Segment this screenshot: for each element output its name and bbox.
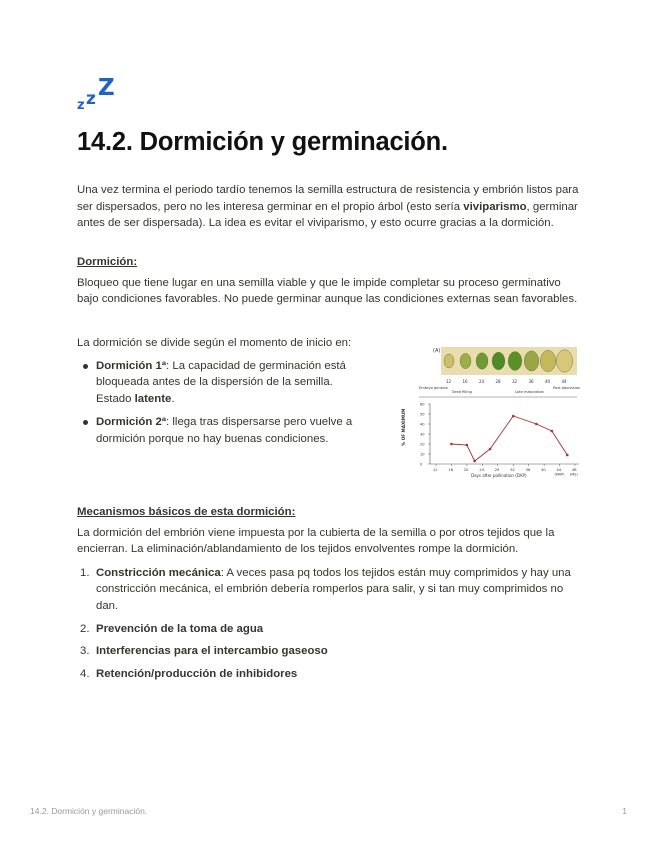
data-point (512, 415, 515, 418)
page-number: 1 (622, 806, 627, 816)
stage-label: Embryo genesis (419, 386, 448, 390)
data-point (450, 443, 453, 446)
data-point (535, 423, 538, 426)
seed-image (508, 352, 522, 371)
x-tick-label: 36 (525, 468, 531, 472)
y-tick-label: 0 (420, 462, 423, 467)
seed-image (444, 354, 454, 368)
y-tick-label: 50 (420, 412, 425, 417)
mecanismos-heading: Mecanismos básicos de esta dormición: (77, 506, 296, 518)
data-point (551, 430, 554, 433)
division-list (77, 358, 362, 448)
list-item: 1. Constricción mecánica: A veces pasa pq todos los tejidos están muy comprimidos y hay una constricción mecánica, el embrión debería romperlos para salir, y si tan muy comprimidos no dan. (80, 566, 571, 612)
y-axis-label: % OF MAXIMUM (401, 408, 406, 446)
data-point (566, 454, 569, 457)
x-axis-label: Days after pollination (DAP) (471, 473, 527, 478)
x-tick-label: 29 (494, 468, 500, 472)
list-item: 4. Retención/producción de inhibidores (80, 667, 298, 680)
mecanismos-section (77, 504, 580, 688)
list-item: Dormición 1ª: La capacidad de germinación está bloqueada antes de la dispersión de la semilla. Estado latente. (77, 358, 362, 408)
series-line (451, 416, 567, 461)
data-point (489, 448, 492, 451)
x-tick-label: 24 (479, 468, 484, 472)
x-tick-label: 32 (510, 468, 515, 472)
page-title: 14.2. Dormición y germinación. (77, 128, 448, 156)
y-tick-label: 60 (420, 402, 425, 407)
seed-label: 12 (446, 379, 452, 384)
x-tick-label: 12 (433, 468, 438, 472)
list-item: 3. Interferencias para el intercambio gaseoso (80, 645, 328, 658)
list-item: 2. Prevención de la toma de agua (80, 622, 264, 635)
footer-title: 14.2. Dormición y germinación. (30, 806, 148, 816)
mecanismos-text: La dormición del embrión viene impuesta por la cubierta de la semilla o por otros tejidos que la encierran. La eliminación/ablandamiento de los tejidos envolventes rompe la dormición. (77, 526, 555, 556)
seed-label: 32 (512, 379, 518, 384)
dormicion-heading: Dormición: (77, 256, 138, 268)
stage-label: Post abscission (553, 386, 581, 390)
list-item: Dormición 2ª: llega tras dispersarse pero vuelve a dormición porque no hay buenas condiciones. (77, 414, 362, 447)
seed-image (476, 353, 488, 369)
seed-label: 44 (561, 379, 567, 384)
seed-image (556, 350, 572, 372)
seed-label: 28 (495, 379, 501, 384)
x-tick-label: 16 (448, 468, 454, 472)
x-tick-label: 44 (556, 468, 562, 472)
y-tick-label: 40 (420, 422, 425, 427)
stage-label: Seed filling (452, 390, 472, 394)
x-tick-label: 40 (541, 468, 546, 472)
y-tick-label: 10 (420, 452, 425, 457)
x-tick-label: (MAP) (554, 472, 565, 477)
seed-image (492, 352, 505, 370)
sleeping-zzz-icon: z z Z (77, 75, 115, 113)
seed-label: 36 (528, 379, 534, 384)
x-tick-label: 20 (463, 468, 469, 472)
panel-label: (A) (433, 348, 441, 354)
y-tick-label: 20 (420, 442, 425, 447)
y-tick-label: 30 (420, 432, 425, 437)
stage-label: Late maturation (515, 390, 544, 394)
y-ticks (420, 402, 430, 466)
data-point (473, 460, 476, 463)
data-point (466, 444, 469, 447)
x-tick-label: 48 (572, 468, 577, 472)
dormicion-definition: Bloqueo que tiene lugar en una semilla viable y que le impide completar su proceso germinativo bajo condiciones favorables. No puede germinar aunque las condiciones externas sean favorables. (77, 276, 578, 306)
mecanismos-list (77, 565, 580, 683)
division-section (77, 335, 377, 455)
intro-paragraph: Una vez termina el periodo tardío tenemos la semilla estructura de resistencia y embrión listos para ser dispersados, pero no les interesa germinar en el propio árbol (esto sería viviparismo, germinar antes de ser dispersada). La idea es evitar el viviparismo, y esto ocurre gracias a la dormición. (77, 184, 579, 230)
seed-labels (446, 379, 567, 384)
seed-image (460, 353, 471, 368)
seed-label: 24 (479, 379, 485, 384)
seed-image (524, 351, 539, 371)
seed-label: 40 (545, 379, 551, 384)
seed-development-figure (397, 346, 582, 481)
division-intro: La dormición se divide según el momento de inicio en: (77, 337, 352, 349)
seed-image (540, 350, 555, 371)
seed-label: 16 (462, 379, 468, 384)
x-tick-label: (MS) (570, 472, 578, 477)
dormicion-section (77, 254, 580, 308)
